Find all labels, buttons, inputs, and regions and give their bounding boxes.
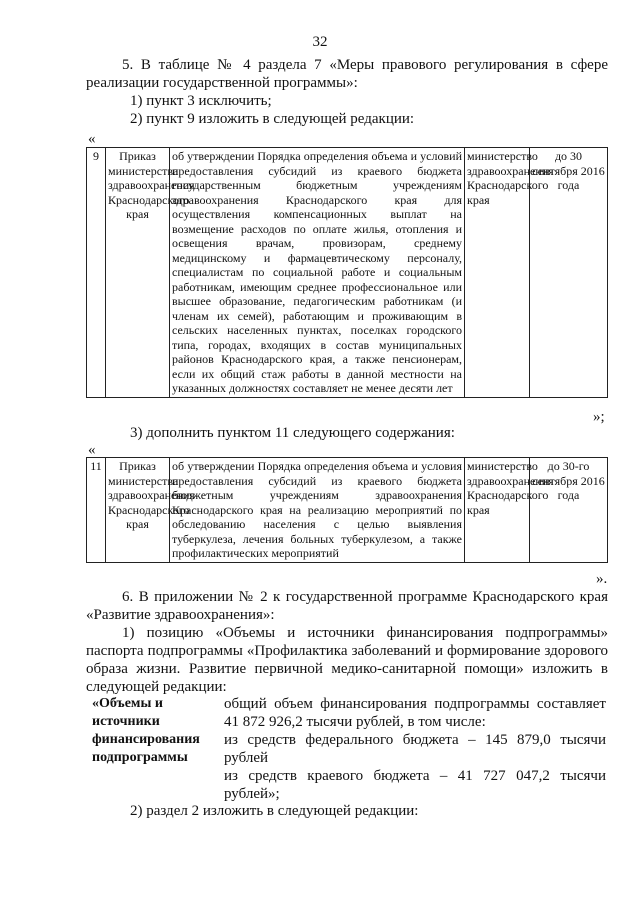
open-quote-2: « bbox=[88, 442, 96, 458]
section5-item1: 1) пункт 3 исключить; bbox=[130, 93, 272, 109]
funding-values bbox=[224, 695, 606, 803]
deadline: до 30 сентября 2016 года bbox=[530, 148, 608, 398]
document-type: Приказ министерства здравоохранения Краснодарского края bbox=[106, 148, 170, 398]
document-subject: об утверждении Порядка определения объема и условия предоставления субсидий из краевого бюджета бюджетным учреждениям здравоохранения Краснодарского края на реализацию мероприятий по обследованию населения с целью выявления туберкулеза, лечения больных туберкулезом, а также профилактических мероприятий bbox=[170, 458, 465, 563]
section6-item2: 2) раздел 2 изложить в следующей редакции: bbox=[130, 803, 419, 819]
item3: 3) дополнить пунктом 11 следующего содержания: bbox=[130, 425, 455, 441]
open-quote-1: « bbox=[88, 131, 96, 147]
table-row bbox=[87, 148, 608, 398]
close-quote-1: »; bbox=[593, 409, 605, 425]
section5-item2: 2) пункт 9 изложить в следующей редакции: bbox=[130, 111, 415, 127]
funding-regional: из средств краевого бюджета – 41 727 047,2 тысячи рублей»; bbox=[224, 768, 606, 802]
section6-intro: 6. В приложении № 2 к государственной программе Краснодарского края «Развитие здравоохранения»: bbox=[86, 589, 608, 623]
row-number: 11 bbox=[87, 458, 106, 563]
executor: министерство здравоохранения Краснодарского края bbox=[465, 458, 530, 563]
regulation-table-item11 bbox=[86, 457, 608, 563]
document-subject: об утверждении Порядка определения объема и условий предоставления субсидий из краевого бюджета государственным бюджетным учреждениям здравоохранения Краснодарского края для осуществления компенсационных выплат на возмещение расходов по оплате жилья, отопления и освещения врачам, провизорам, среднему медицинскому и фармацевтическому персоналу, специалистам по социальной работе и социальным работникам, имеющим среднее профессиональное или высшее образование, педагогическим работникам (и членам их семей), работающим и проживающим в сельских населенных пунктах, поселках городского типа, городах, входящих в состав муниципальных районов Краснодарского края, а также пенсионерам, если их общий стаж работы в данной местности на указанных должностях составляет не менее десяти лет bbox=[170, 148, 465, 398]
section6-item1: 1) позицию «Объемы и источники финансирования подпрограммы» паспорта подпрограммы «Профилактика заболеваний и формирование здорового образа жизни. Развитие первичной медико-санитарной помощи» изложить в следующей редакции: bbox=[86, 625, 608, 695]
page-number: 32 bbox=[312, 34, 328, 50]
funding-total: общий объем финансирования подпрограммы составляет 41 872 926,2 тысячи рублей, в том числе: bbox=[224, 696, 606, 730]
funding-label: «Объемы и источники финансирования подпрограммы bbox=[92, 696, 200, 765]
close-quote-2: ». bbox=[596, 571, 608, 587]
executor: министерство здравоохранения Краснодарского края bbox=[465, 148, 530, 398]
funding-federal: из средств федерального бюджета – 145 879,0 тысячи рублей bbox=[224, 732, 606, 766]
section5-intro: 5. В таблице № 4 раздела 7 «Меры правового регулирования в сфере реализации государственной программы»: bbox=[86, 57, 608, 91]
document-type: Приказ министерства здравоохранения Краснодарского края bbox=[106, 458, 170, 563]
funding-parameters bbox=[86, 695, 608, 802]
row-number: 9 bbox=[87, 148, 106, 398]
regulation-table-item9 bbox=[86, 147, 608, 398]
table-row bbox=[87, 458, 608, 563]
deadline: до 30-го сентября 2016 года bbox=[530, 458, 608, 563]
